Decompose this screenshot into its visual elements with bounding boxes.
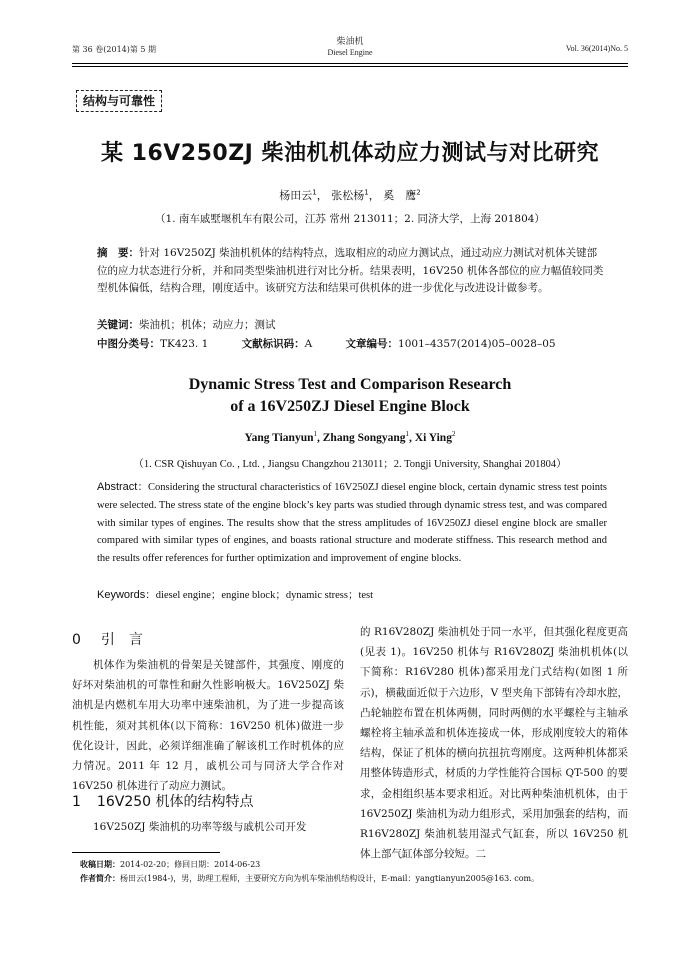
abstract-en: Abstract：Considering the structural characteristics of 16V250ZJ diesel engine block, certain dynamic stress test points were selected. The stress state of the engine block’s key parts was studied through dynamic stress test, and was compared with similar types of engines. The results show that the stress amplitudes of 16V250ZJ diesel engine block are smaller compared with similar types of engines, and boasts rational structure and moderate stiffness. This research method and the results offer references for further optimization and improvement of engine blocks. (97, 481, 607, 565)
authors-en: Yang Tianyun$^1$, Zhang Songyang$^1$, Xi Ying$^2$ (244, 430, 456, 444)
affiliation-cn: （1. 南车戚墅堰机车有限公司，江苏 常州 213011；2. 同济大学，上海 201804） (155, 213, 545, 225)
header-volume: Vol. 36(2014)No. 5 (565, 44, 628, 53)
right-column-paragraph: 的 R16V280ZJ 柴油机处于同一水平，但其强化程度更高(见表 1)。16V250 机体与 R16V280ZJ 柴油机机体(以下简称：R16V280 机体)都采用龙门式结构(如图 1 所示)，横截面近似于六边形，V 型夹角下部铸有冷却水腔，凸轮轴腔布置在机体两侧，同时两侧的水平螺栓与主轴承螺栓将主轴承盖和机体连接成一体，形成刚度较大的箱体结构，保证了机体的横向抗扭抗弯刚度。这两种机体都采用整体铸造形式，材质的力学性能符合国标 QT-500 的要求，金相组织基本要求相近。对比两种柴油机机体，由于 16V250ZJ 柴油机为动力组形式，采用加强套的结构，而 R16V280ZJ 柴油机装用湿式气缸套，所以 16V250 机体上部气缸体部分较短。二 (360, 626, 628, 861)
section-0-heading: 0 引 言 (72, 632, 143, 648)
footnote-bio: 作者简介：杨田云(1984-)，男，助理工程师，主要研究方向为机车柴油机结构设计，E-mail：yangtianyun2005@163. com。 (80, 874, 540, 883)
abstract-cn (97, 245, 607, 298)
intro-paragraph: 机体作为柴油机的骨架是关键部件，其强度、刚度的好坏对柴油机的可靠性和耐久性影响极大。16V250ZJ 柴油机是内燃机车用大功率中速柴油机，为了进一步提高该机性能，须对其机体(以下简称：16V250 机体)做进一步优化设计，因此，必须详细准确了解该机工作时机体的应力情况。2011 年 12 月，戚机公司与同济大学合作对 16V250 机体进行了动应力测试。 (72, 659, 344, 793)
affiliation-en: （1. CSR Qishuyan Co. , Ltd. , Jiangsu Changzhou 213011；2. Tongji University, Shanghai 201804） (133, 459, 567, 470)
header-issue: 第 36 卷(2014)第 5 期 (72, 45, 157, 54)
section-1-heading: 1 16V250 机体的结构特点 (72, 794, 254, 810)
section-1-paragraph: 16V250ZJ 柴油机的功率等级与戚机公司开发 (93, 821, 307, 833)
header-journal-cn: 柴油机 (336, 37, 364, 47)
paper-title-cn: 某 16V250ZJ 柴油机机体动应力测试与对比研究 (100, 141, 600, 166)
classification-line: 中图分类号：TK423. 1 文献标识码：A 文章编号：1001–4357(2014)05–0028–05 (97, 338, 556, 350)
footnote-rule (72, 852, 220, 853)
footnote-dates: 收稿日期：2014-02-20；修回日期：2014-06-23 (80, 860, 261, 869)
keywords-en: Keywords：diesel engine；engine block；dynamic stress；test (97, 589, 374, 601)
author-name: 奚 鹰 (383, 189, 417, 202)
header-journal-en: Diesel Engine (327, 48, 373, 57)
header-rule-thin (72, 66, 628, 67)
author-name: 张松杨 (331, 189, 365, 202)
abstract-text: 针对 16V250ZJ 柴油机机体的结构特点，选取相应的动应力测试点，通过动应力测试对机体关键部位的应力状态进行分析，并和同类型柴油机进行对比分析。结果表明，16V250 机体各部位的应力幅值较同类型机体偏低，结构合理，刚度适中。该研究方法和结果可供机体的进一步优化与改进设计做参考。 (97, 247, 604, 295)
abstract-label: 摘 要： (97, 247, 139, 259)
authors-cn: 杨田云$^1$， 张松杨$^1$， 奚 鹰$^2$ (279, 188, 421, 202)
column-tag: 结构与可靠性 (76, 90, 162, 112)
header-rule (72, 63, 628, 64)
keywords-cn: 关键词：柴油机；机体；动应力；测试 (97, 319, 276, 331)
paper-title-en: Dynamic Stress Test and Comparison Research of a 16V250ZJ Diesel Engine Block (188, 376, 512, 415)
author-name: 杨田云 (279, 189, 313, 202)
